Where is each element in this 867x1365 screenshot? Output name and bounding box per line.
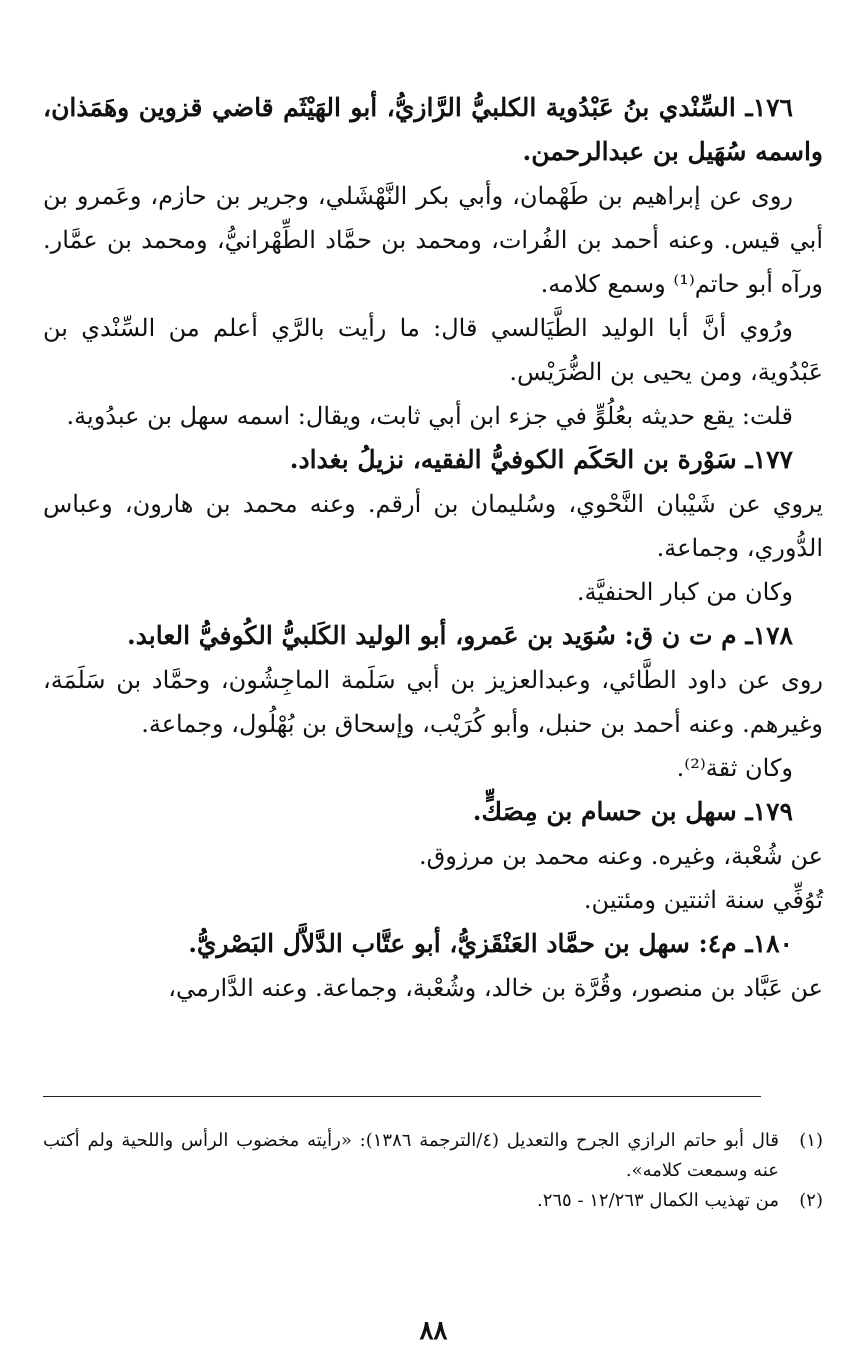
entry-paragraph: روى عن إبراهيم بن طَهْمان، وأبي بكر النَّهْشَلي، وجرير بن حازم، وعَمرو بن أبي قيس. وعنه أحمد بن الفُرات، ومحمد بن حمَّاد الطِّهْرانيُّ، ومحمد بن عمَّار. ورآه أبو حاتم⁽¹⁾ وسمع كلامه. (43, 182, 823, 298)
entry-176 (43, 86, 823, 438)
entry-paragraph: عن شُعْبة، وغيره. وعنه محمد بن مرزوق. (418, 842, 823, 870)
page-number: ٨٨ (419, 1316, 448, 1346)
entry-paragraph: تُوُفِّي سنة اثنتين ومئتين. (583, 886, 823, 914)
entry-paragraph: وكان ثقة⁽²⁾. (676, 754, 793, 782)
entry-177 (43, 438, 823, 614)
footnotes (43, 1126, 823, 1216)
entry-paragraph: روى عن داود الطَّائي، وعبدالعزيز بن أبي سَلَمة الماجِشُون، وحمَّاد بن سَلَمَة، وغيرهم. وعنه أحمد بن حنبل، وأبو كُرَيْب، وإسحاق بن بُهْلُول، وجماعة. (43, 666, 823, 738)
entry-paragraph: وكان من كبار الحنفيَّة. (576, 578, 793, 606)
footnote-separator (43, 1096, 761, 1097)
footnote-text: من تهذيب الكمال ١٢/٢٦٣ - ٢٦٥. (536, 1190, 779, 1211)
footnote-text: قال أبو حاتم الرازي الجرح والتعديل (٤/الترجمة ١٣٨٦): «رأيته مخضوب الرأس واللحية ولم أكتب عنه وسمعت كلامه». (43, 1130, 780, 1181)
entry-179 (43, 790, 823, 922)
entry-heading: ١٨٠ـ م٤: سهل بن حمَّاد العَنْقَزيُّ، أبو عتَّاب الدَّلاَّل البَصْريُّ. (188, 929, 793, 958)
entry-178 (43, 614, 823, 790)
entry-heading: ١٧٨ـ م ت ن ق: سُوَيد بن عَمرو، أبو الوليد الكَلبيُّ الكُوفيُّ العابد. (126, 621, 793, 650)
footnote-number: (٢) (799, 1190, 823, 1211)
entry-paragraph: ورُوي أنَّ أبا الوليد الطَّيَالسي قال: ما رأيت بالرَّي أعلم من السِّنْدي بن عَبْدُوية، ومن يحيى بن الضُّرَيْس. (43, 314, 823, 386)
entry-paragraph: يروي عن شَيْبان النَّحْوي، وسُليمان بن أرقم. وعنه محمد بن هارون، وعباس الدُّوري، وجماعة. (43, 490, 823, 562)
footnote-2 (43, 1186, 823, 1216)
footnote-1 (43, 1126, 823, 1186)
entry-heading: ١٧٩ـ سهل بن حسام بن مِصَكٍّ. (472, 797, 793, 826)
entry-heading: ١٧٦ـ السِّنْدي بنُ عَبْدُوية الكلبيُّ الرَّازيُّ، أبو الهَيْثَم قاضي قزوين وهَمَذان، واسمه سُهَيل بن عبدالرحمن. (43, 93, 823, 166)
entry-heading: ١٧٧ـ سَوْرة بن الحَكَم الكوفيُّ الفقيه، نزيلُ بغداد. (289, 445, 793, 474)
main-text (43, 86, 823, 1010)
entry-paragraph: قلت: يقع حديثه بعُلُوٍّ في جزء ابن أبي ثابت، ويقال: اسمه سهل بن عبدُوية. (66, 402, 793, 430)
entry-paragraph: عن عَبَّاد بن منصور، وقُرَّة بن خالد، وشُعْبة، وجماعة. وعنه الدَّارمي، (168, 974, 823, 1002)
entry-180 (43, 922, 823, 1010)
footnote-number: (١) (799, 1130, 823, 1151)
